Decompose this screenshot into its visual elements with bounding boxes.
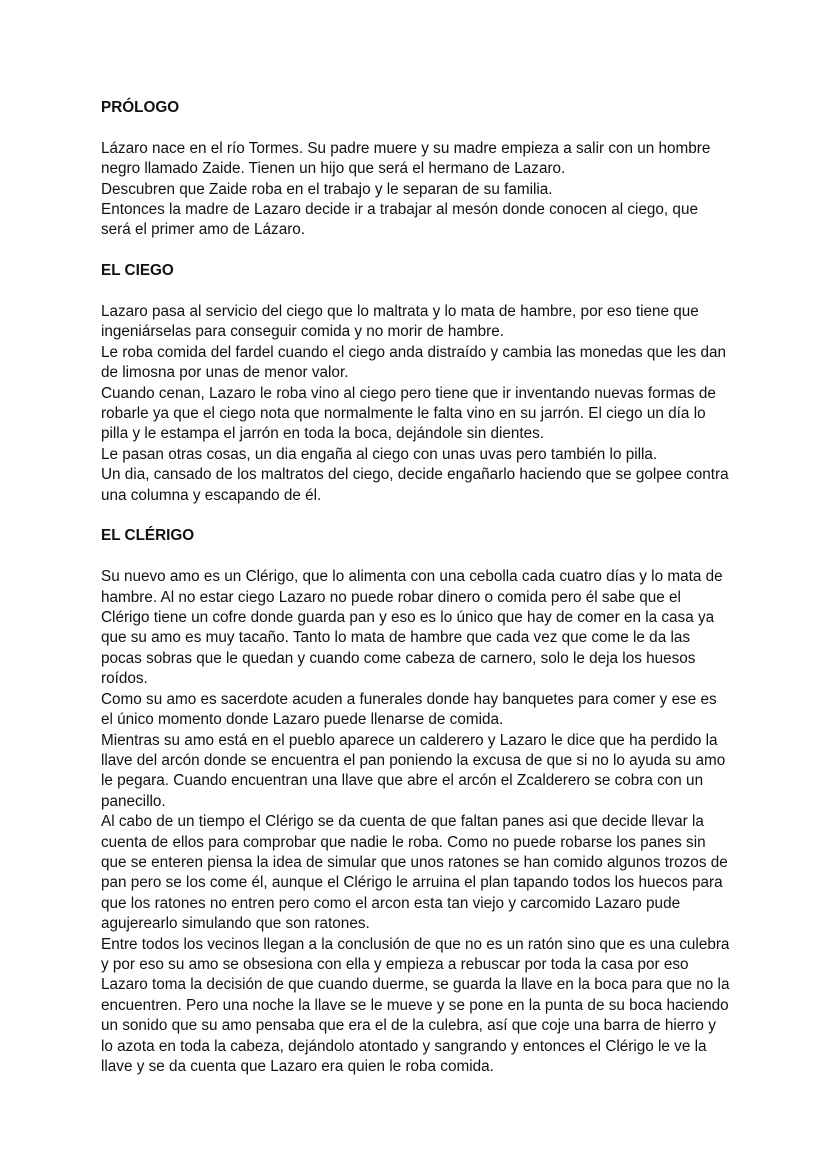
paragraph: Entre todos los vecinos llegan a la conclusión de que no es un ratón sino que es una culebra y por eso su amo se obsesiona con ella y empieza a rebuscar por toda la casa por eso Lazaro toma la decisión de que cuando duerme, se guarda la llave en la boca para que no la encuentren. Pero una noche la llave se le mueve y se pone en la punta de su boca haciendo un sonido que su amo pensaba que era el de la culebra, así que coje una barra de hierro y lo azota en toda la cabeza, dejándolo atontado y sangrando y entonces el Clérigo le ve la llave y se da cuenta que Lazaro era quien le roba comida. (101, 935, 730, 1076)
paragraph: Lazaro pasa al servicio del ciego que lo maltrata y lo mata de hambre, por eso tiene que ingeniárselas para conseguir comida y no morir de hambre. (101, 303, 699, 341)
section-el-ciego (101, 261, 731, 506)
paragraph: Al cabo de un tiempo el Clérigo se da cuenta de que faltan panes asi que decide llevar la cuenta de ellos para comprobar que nadie le roba. Como no puede robarse los panes sin que se enteren piensa la idea de simular que unos ratones se han comido algunos trozos de pan pero se los come él, aunque el Clérigo le arruina el plan tapando todos los huecos para que los ratones no entren pero como el arcon esta tan viejo y carcomido Lazaro pude agujerearlo simulando que son ratones. (101, 813, 728, 933)
section-body (101, 302, 731, 506)
section-body (101, 567, 731, 1077)
section-el-clerigo (101, 526, 731, 1077)
section-heading: EL CIEGO (101, 262, 174, 280)
section-prologo (101, 98, 731, 241)
paragraph: Como su amo es sacerdote acuden a funerales donde hay banquetes para comer y ese es el único momento donde Lazaro puede llenarse de comida. (101, 690, 717, 729)
paragraph: Le roba comida del fardel cuando el ciego anda distraído y cambia las monedas que les dan de limosna por unas de menor valor. (101, 343, 727, 382)
paragraph: Cuando cenan, Lazaro le roba vino al ciego pero tiene que ir inventando nuevas formas de robarle ya que el ciego nota que normalmente le falta vino en su jarrón. El ciego un día lo pilla y le estampa el jarrón en toda la boca, dejándole sin dientes. (101, 384, 716, 443)
paragraph: Le pasan otras cosas, un dia engaña al ciego con unas uvas pero también lo pilla. (101, 445, 658, 463)
document-content (101, 98, 731, 1077)
section-body (101, 139, 731, 241)
paragraph: Mientras su amo está en el pueblo aparece un calderero y Lazaro le dice que ha perdido la llave del arcón donde se encuentra el pan poniendo la excusa de que si no lo ayuda su amo le pegara. Cuando encuentran una llave que abre el arcón el Zcalderero se cobra con un panecillo. (101, 731, 726, 810)
paragraph: Un dia, cansado de los maltratos del ciego, decide engañarlo haciendo que se golpee contra una columna y escapando de él. (101, 466, 729, 504)
paragraph: Lázaro nace en el río Tormes. Su padre muere y su madre empieza a salir con un hombre negro llamado Zaide. Tienen un hijo que será el hermano de Lazaro. (101, 139, 711, 178)
section-heading: PRÓLOGO (101, 99, 180, 116)
paragraph: Entonces la madre de Lazaro decide ir a trabajar al mesón donde conocen al ciego, que será el primer amo de Lázaro. (101, 201, 698, 239)
section-heading: EL CLÉRIGO (101, 527, 195, 545)
paragraph: Su nuevo amo es un Clérigo, que lo alimenta con una cebolla cada cuatro días y lo mata de hambre. Al no estar ciego Lazaro no puede robar dinero o comida pero él sabe que el Clérigo tiene un cofre donde guarda pan y eso es lo único que hay de comer en la casa ya que su amo es muy tacaño. Tanto lo mata de hambre que cada vez que come le da las pocas sobras que le quedan y cuando come cabeza de carnero, solo le deja los huesos roídos. (101, 568, 723, 688)
paragraph: Descubren que Zaide roba en el trabajo y le separan de su familia. (101, 180, 553, 198)
